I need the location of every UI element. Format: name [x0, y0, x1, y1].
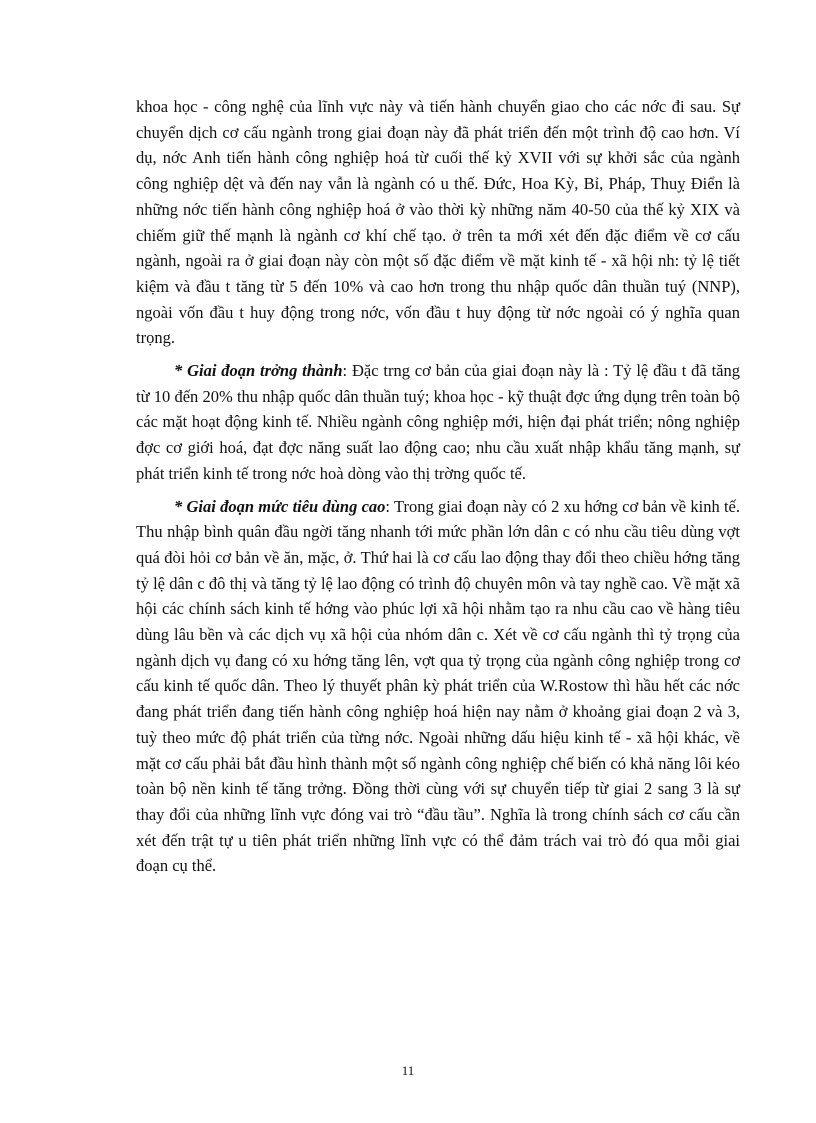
page-number: 11 — [401, 1063, 415, 1078]
paragraph-3-text: : Trong giai đoạn này có 2 xu hớng cơ bản về kinh tế. Thu nhập bình quân đầu ngời tăng nhanh tới mức phần lớn dân c có nhu cầu tiêu dùng vợt quá đòi hỏi cơ bản về ăn, mặc, ở. Thứ hai là cơ cấu lao động thay đổi theo chiều hớng tăng tỷ lệ dân c đô thị và tăng tỷ lệ lao động có trình độ chuyên môn và tay nghề cao. Về mặt xã hội các chính sách kinh tế hớng vào phúc lợi xã hội nhằm tạo ra nhu cầu cao về hàng tiêu dùng lâu bền và các dịch vụ xã hội của nhóm dân c. Xét về cơ cấu ngành thì tỷ trọng của ngành dịch vụ đang có xu hớng tăng lên, vợt qua tỷ trọng của ngành công nghiệp trong cơ cấu kinh tế quốc dân. Theo lý thuyết phân kỳ phát triển của W.Rostow thì hầu hết các nớc đang phát triển đang tiến hành công nghiệp hoá hiện nay nằm ở khoảng giai đoạn 2 và 3, tuỳ theo mức độ phát triển của từng nớc. Ngoài những dấu hiệu kinh tế - xã hội khác, về mặt cơ cấu phải bắt đầu hình thành một số ngành công nghiệp chế biến có khả năng lôi kéo toàn bộ nền kinh tế tăng trởng. Đồng thời cùng với sự chuyển tiếp từ giai 2 sang 3 là sự thay đổi của những lĩnh vực đóng vai trò “đầu tầu”. Nghĩa là trong chính sách cơ cấu cần xét đến trật tự u tiên phát triển những lĩnh vực có thể đảm trách vai trò đó qua mỗi giai đoạn cụ thể. — [136, 496, 740, 876]
paragraph-3 — [136, 494, 740, 880]
paragraph-1-text: khoa học - công nghệ của lĩnh vực này và tiến hành chuyển giao cho các nớc đi sau. Sự chuyển dịch cơ cấu ngành trong giai đoạn này đã phát triển đến một trình độ cao hơn. Ví dụ, nớc Anh tiến hành công nghiệp hoá từ cuối thế kỷ XVII với sự khởi sắc của ngành công nghiệp dệt và đến nay vẫn là ngành có u thế. Đức, Hoa Kỳ, Bỉ, Pháp, Thuỵ Điển là những nớc tiến hành công nghiệp hoá ở vào thời kỳ những năm 40-50 của thế kỷ XIX và chiếm giữ thế mạnh là ngành cơ khí chế tạo. ở trên ta mới xét đến đặc điểm về cơ cấu ngành, ngoài ra ở giai đoạn này còn một số đặc điểm về mặt kinh tế - xã hội nh: tỷ lệ tiết kiệm và đầu t tăng từ 5 đến 10% và cao hơn trong thu nhập quốc dân thuần tuý (NNP), ngoài vốn đầu t huy động trong nớc, vốn đầu t huy động từ nớc ngoài có ý nghĩa quan trọng. — [136, 97, 740, 348]
paragraph-1 — [136, 94, 740, 351]
paragraph-2-text: : Đặc trng cơ bản của giai đoạn này là : Tỷ lệ đầu t đã tăng từ 10 đến 20% thu nhập quốc dân thuần tuý; khoa học - kỹ thuật đợc ứng dụng trên toàn bộ các mặt hoạt động kinh tế. Nhiều ngành công nghiệp mới, hiện đại phát triển; nông nghiệp đợc cơ giới hoá, đạt đợc năng suất lao động cao; nhu cầu xuất nhập khẩu tăng mạnh, sự phát triển kinh tế trong nớc hoà dòng vào thị trờng quốc tế. — [136, 361, 740, 483]
paragraph-2 — [136, 358, 740, 487]
paragraph-3-heading: * Giai đoạn mức tiêu dùng cao — [174, 496, 386, 516]
body-text — [136, 94, 740, 879]
paragraph-2-heading: * Giai đoạn trởng thành — [174, 361, 343, 381]
